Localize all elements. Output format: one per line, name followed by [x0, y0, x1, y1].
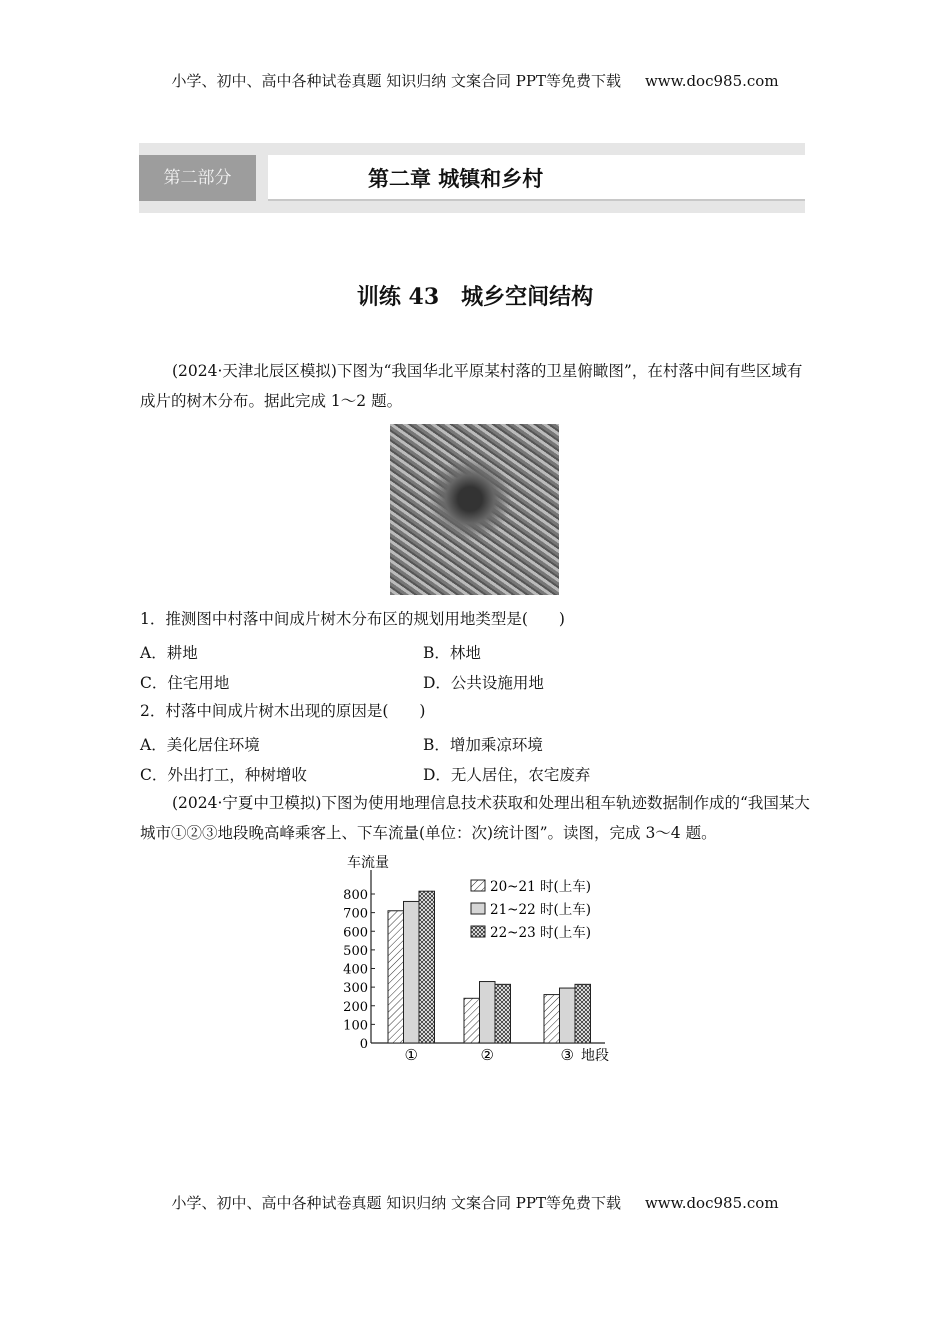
option: C．住宅用地	[140, 674, 230, 692]
x-tick-label: ③	[560, 1046, 574, 1064]
legend-label: 22~23 时(上车)	[490, 925, 591, 941]
option: A．美化居住环境	[140, 736, 260, 754]
x-tick-label: ①	[404, 1046, 418, 1064]
y-tick-label: 200	[343, 999, 368, 1015]
y-tick-label: 700	[343, 906, 368, 922]
header-url: www.doc985.com	[644, 72, 779, 90]
question-1: 1．推测图中村落中间成片树木分布区的规划用地类型是( )	[140, 610, 565, 628]
x-axis-label: 地段	[581, 1048, 609, 1064]
footer-text: 小学、初中、高中各种试卷真题 知识归纳 文案合同 PPT等免费下载	[171, 1194, 621, 1212]
page-title: 训练 43 城乡空间结构	[356, 284, 594, 310]
y-tick-label: 800	[343, 888, 368, 903]
header-text: 小学、初中、高中各种试卷真题 知识归纳 文案合同 PPT等免费下载	[171, 72, 621, 90]
option: C．外出打工，种树增收	[140, 766, 307, 784]
bar-2-1	[464, 998, 480, 1043]
option: D．无人居住，农宅废弃	[423, 766, 591, 784]
option: A．耕地	[140, 644, 198, 662]
bar-1-1	[388, 911, 404, 1043]
intro-paragraph-2: (2024·宁夏中卫模拟)下图为使用地理信息技术获取和处理出租车轨迹数据制作成的“我国某大城市①②③地段晚高峰乘客上、下车流量(单位：次)统计图”。读图，完成 3～4 题。	[140, 794, 810, 842]
chapter-title: 第二章 城镇和乡村	[268, 155, 805, 201]
page-footer	[0, 1192, 950, 1213]
bar-1-2	[404, 901, 420, 1043]
legend-swatch	[471, 880, 485, 891]
y-axis-label: 车流量	[347, 855, 389, 871]
question-2: 2．村落中间成片树木出现的原因是( )	[140, 702, 426, 720]
y-tick-label: 0	[359, 1037, 368, 1052]
option: B．林地	[423, 644, 481, 662]
y-tick-label: 400	[343, 962, 368, 978]
option: D．公共设施用地	[423, 674, 544, 692]
option: B．增加乘凉环境	[423, 736, 543, 754]
bar-3-2	[560, 988, 576, 1043]
legend-swatch	[471, 926, 485, 937]
footer-url: www.doc985.com	[644, 1194, 779, 1212]
legend-label: 21~22 时(上车)	[490, 902, 591, 918]
x-tick-label: ②	[480, 1046, 494, 1064]
y-tick-label: 500	[343, 943, 368, 959]
bar-3-1	[544, 995, 560, 1043]
bar-1-3	[419, 891, 435, 1043]
legend-label: 20~21 时(上车)	[490, 879, 591, 895]
y-tick-label: 100	[343, 1018, 368, 1034]
legend-swatch	[471, 903, 485, 914]
y-tick-label: 600	[343, 925, 368, 941]
intro-paragraph-1: (2024·天津北辰区模拟)下图为“我国华北平原某村落的卫星俯瞰图”，在村落中间有些区域有成片的树木分布。据此完成 1～2 题。	[140, 362, 803, 410]
bar-2-2	[480, 982, 496, 1043]
bar-3-3	[575, 984, 591, 1043]
part-label: 第二部分	[139, 155, 256, 201]
bar-2-3	[495, 984, 511, 1043]
y-tick-label: 300	[343, 981, 368, 997]
